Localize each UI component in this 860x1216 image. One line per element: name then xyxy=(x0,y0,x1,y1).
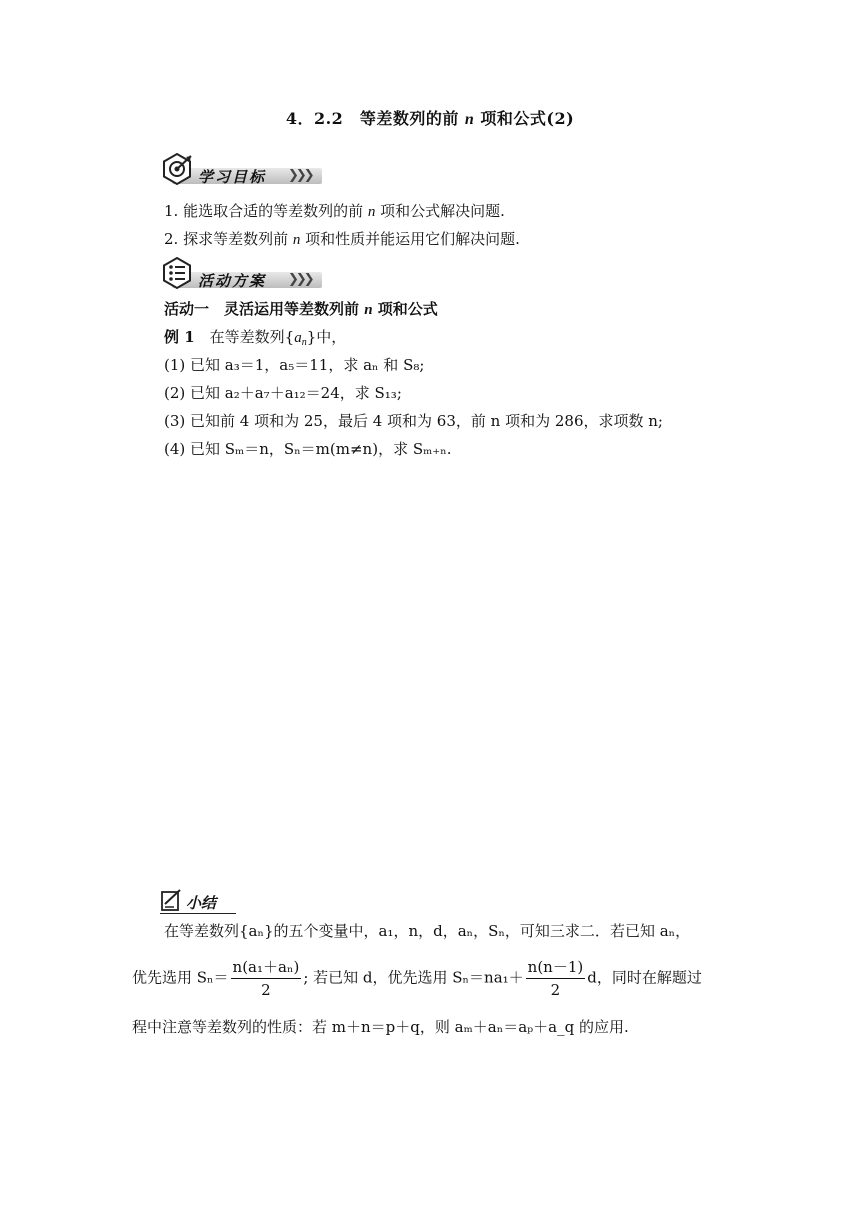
example-var: a xyxy=(294,330,302,346)
chevrons-icon: ❯❯❯ xyxy=(288,168,312,183)
goal-text: 2. 探求等差数列前 xyxy=(164,230,293,248)
activity-heading xyxy=(164,298,438,319)
fraction-numerator: n(n－1) xyxy=(526,956,586,979)
goal-item-2 xyxy=(164,228,520,249)
example-label: 例 1 xyxy=(164,328,195,346)
title-suffix: 项和公式(2) xyxy=(474,109,575,128)
example-text: }中， xyxy=(306,328,347,346)
example-text: 在等差数列{ xyxy=(194,328,295,346)
summary-line-2 xyxy=(132,956,702,1001)
chevrons-icon: ❯❯❯ xyxy=(288,272,312,287)
example-item-3: (3) 已知前 4 项和为 25，最后 4 项和为 63，前 n 项和为 286，求项数 n; xyxy=(164,412,663,430)
example-item-2: (2) 已知 a₂＋a₇＋a₁₂＝24，求 S₁₃; xyxy=(164,384,402,402)
goal-var: n xyxy=(292,232,301,248)
example-item-4: (4) 已知 Sₘ＝n，Sₙ＝m(m≠n)，求 Sₘ₊ₙ. xyxy=(164,440,452,458)
summary-line-3: 程中注意等差数列的性质：若 m＋n＝p＋q，则 aₘ＋aₙ＝aₚ＋a_q 的应用. xyxy=(132,1018,629,1036)
summary-line-1: 在等差数列{aₙ}的五个变量中，a₁，n，d，aₙ，Sₙ，可知三求二．若已知 aₙ， xyxy=(164,922,691,940)
goal-text: 项和性质并能运用它们解决问题. xyxy=(300,230,520,248)
fraction-denominator: 2 xyxy=(261,981,271,999)
example-item-1: (1) 已知 a₃＝1，a₅＝11，求 aₙ 和 S₈; xyxy=(164,356,425,374)
title-var: n xyxy=(464,111,475,128)
activity-text: 项和公式 xyxy=(372,300,438,318)
activity-text: 活动一 灵活运用等差数列前 xyxy=(164,300,365,318)
target-icon xyxy=(160,152,194,186)
pencil-note-icon xyxy=(160,888,184,912)
activity-plan-banner xyxy=(160,256,330,290)
summary-text: d，同时在解题过 xyxy=(587,968,702,987)
activity-var: n xyxy=(364,302,373,318)
list-icon xyxy=(160,256,194,290)
fraction-denominator: 2 xyxy=(550,981,561,999)
goal-item-1 xyxy=(164,200,505,221)
goal-text: 项和公式解决问题. xyxy=(375,202,505,220)
example-intro xyxy=(164,326,346,348)
summary-banner xyxy=(160,886,240,914)
title-prefix: 4．2.2 等差数列的前 xyxy=(285,109,465,128)
summary-text: ; 若已知 d，优先选用 Sₙ＝na₁＋ xyxy=(303,968,524,987)
banner-label: 活动方案 xyxy=(198,272,267,290)
goal-var: n xyxy=(367,204,376,220)
page-title xyxy=(0,106,860,129)
sum-formula-fraction-2 xyxy=(526,956,586,1001)
fraction-numerator: n(a₁＋aₙ) xyxy=(231,956,302,979)
goal-text: 1. 能选取合适的等差数列的前 xyxy=(164,202,368,220)
example-sub: n xyxy=(301,337,307,348)
banner-label: 学习目标 xyxy=(198,168,267,186)
summary-underline xyxy=(160,913,236,914)
sum-formula-fraction-1 xyxy=(231,956,302,1001)
learning-goals-banner xyxy=(160,152,330,186)
summary-label: 小结 xyxy=(186,894,217,912)
summary-text: 优先选用 Sₙ＝ xyxy=(132,968,229,987)
